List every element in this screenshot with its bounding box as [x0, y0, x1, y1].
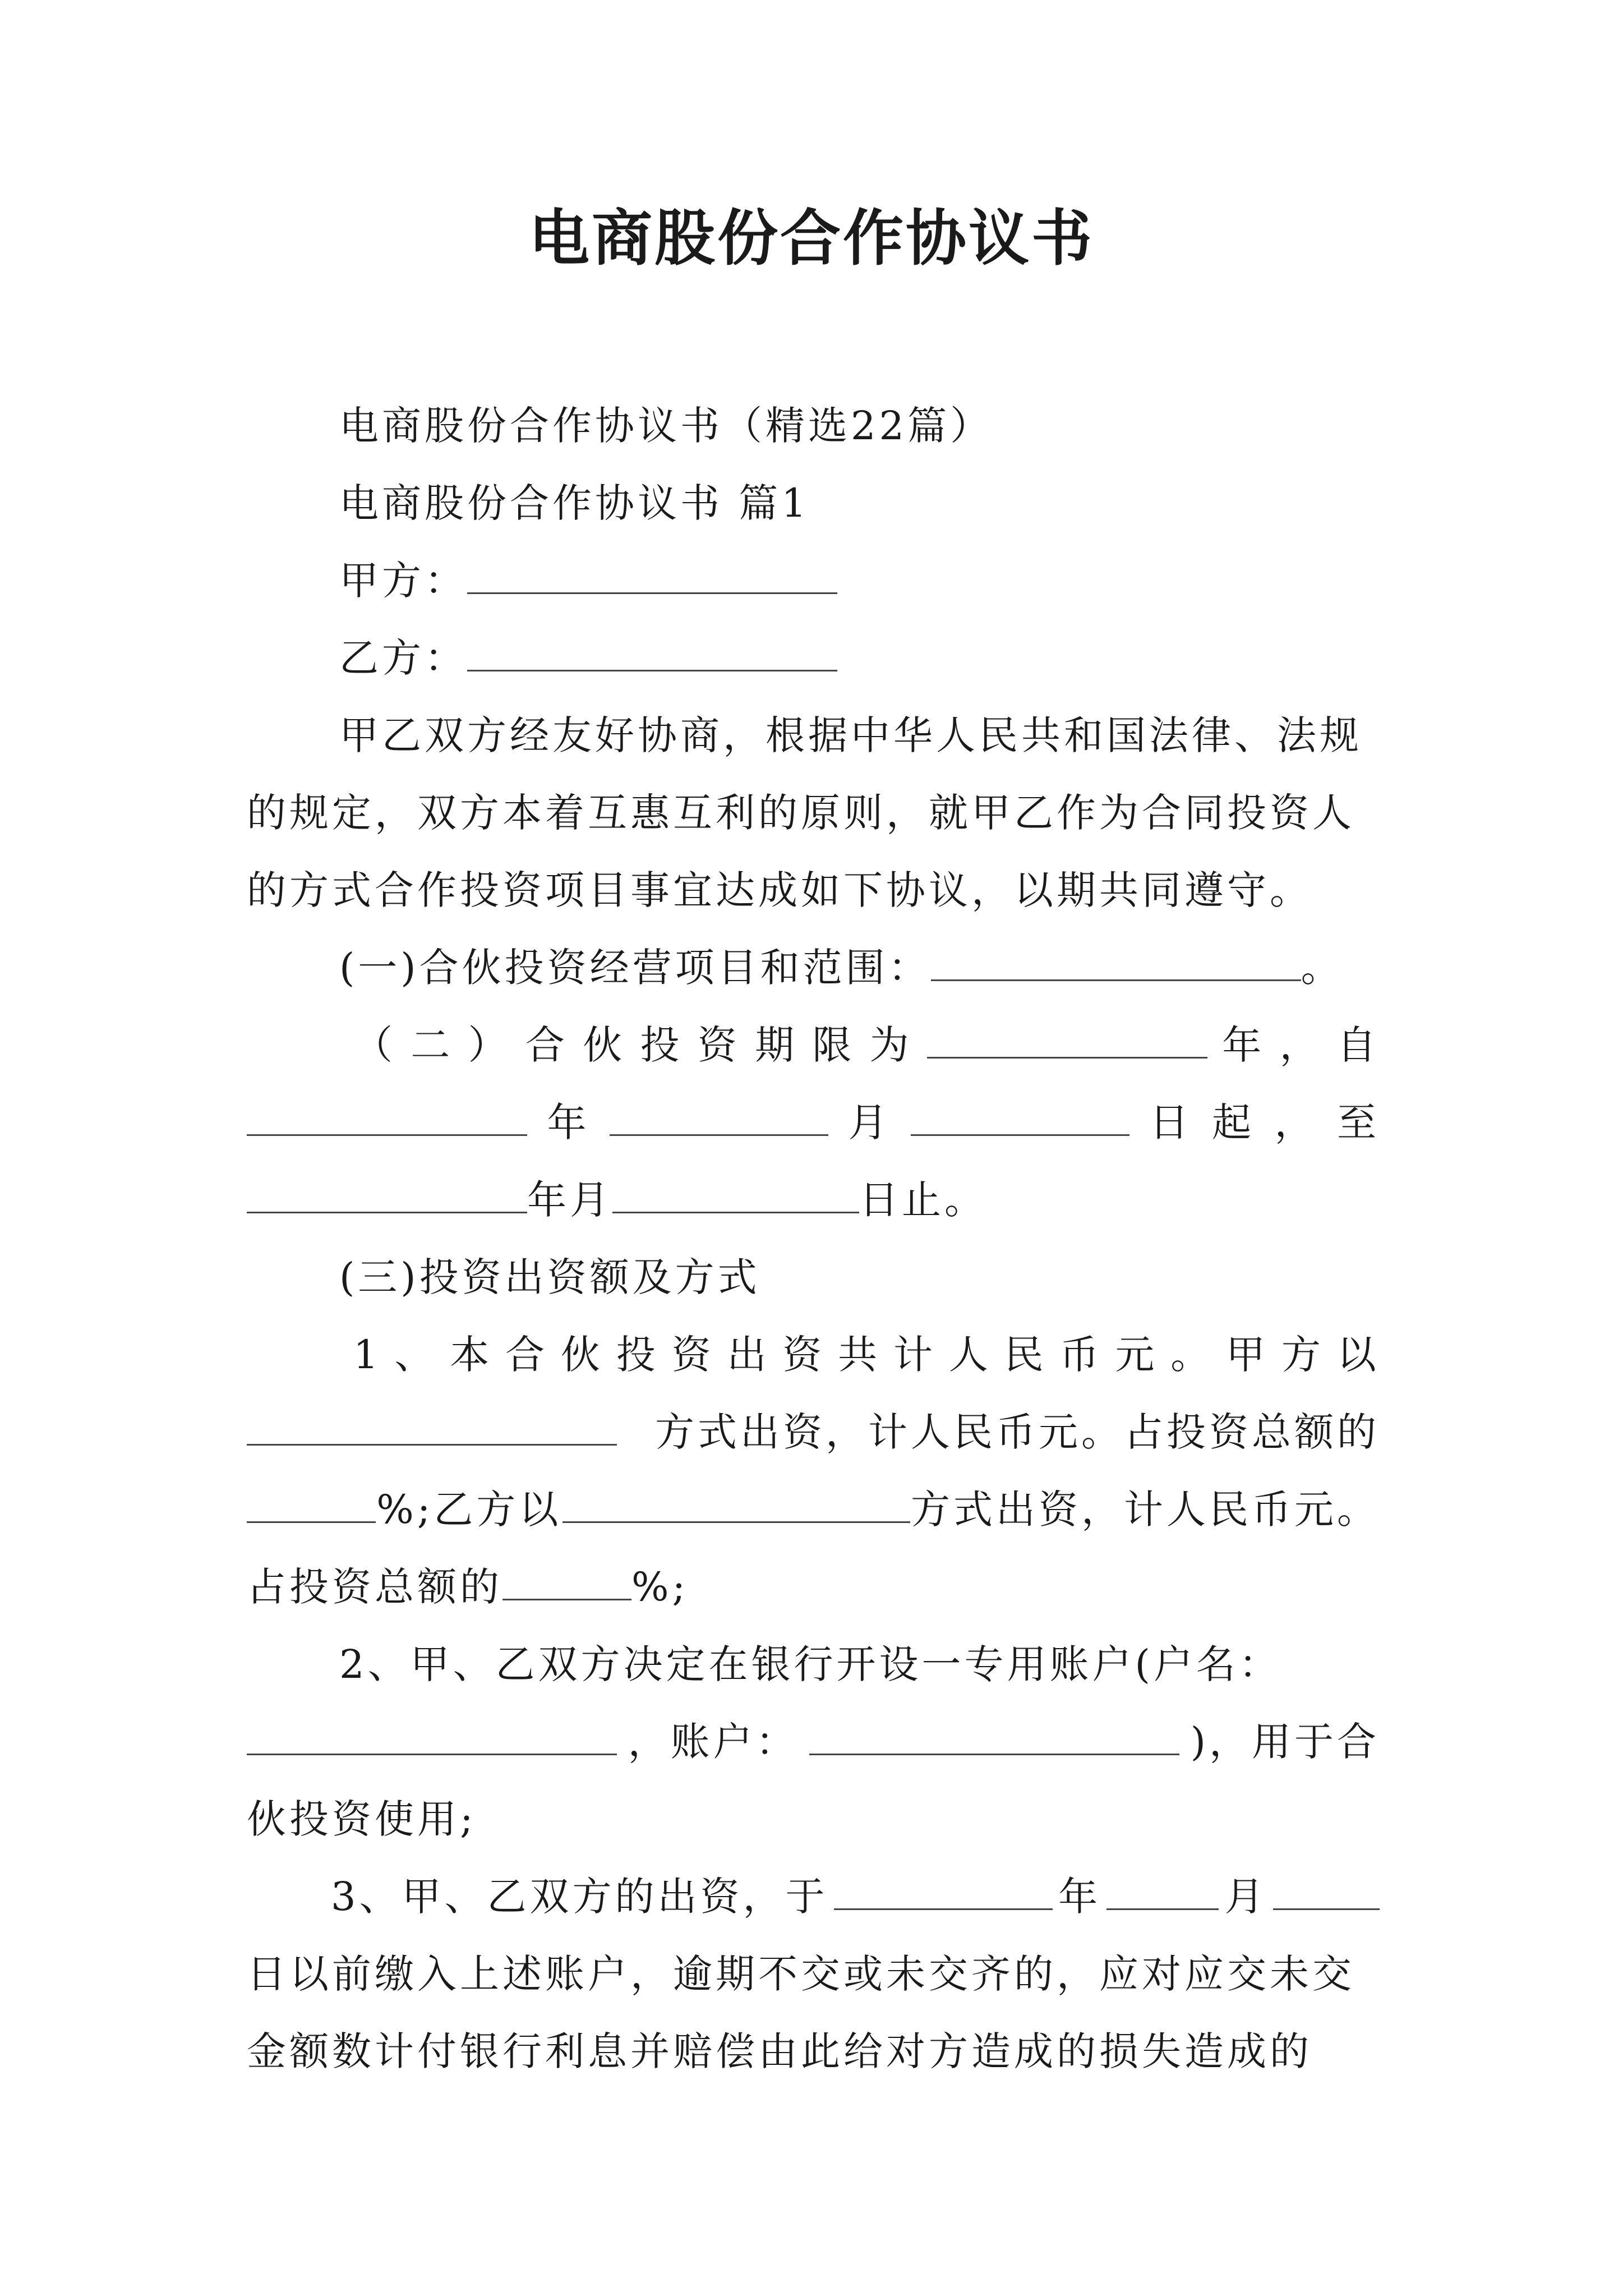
clause-2-char: 伙 [583, 1022, 626, 1068]
clause-2-char: （ [353, 1022, 396, 1068]
end-year-blank [247, 1179, 527, 1213]
text: %;乙方以 [376, 1487, 562, 1533]
clause-2-line [247, 1006, 1380, 1084]
pay-day-blank [1273, 1876, 1380, 1910]
text: 方式出资，计人民币元。 [911, 1487, 1380, 1533]
account-number-blank [809, 1721, 1179, 1755]
day-label: 日 [1149, 1099, 1192, 1145]
clause-2-char: 二 [411, 1022, 454, 1068]
term-years-blank [927, 1024, 1207, 1059]
subtitle-line: 电商股份合作协议书（精选22篇） [339, 403, 993, 449]
text: 年 [1058, 1874, 1101, 1920]
comma: ， [1274, 1099, 1317, 1145]
char: 伙 [560, 1332, 603, 1378]
clause-3-2-line-2 [247, 1703, 1380, 1780]
clause-3-heading: (三)投资出资额及方式 [339, 1254, 760, 1300]
clause-3-1-line-3 [247, 1471, 1380, 1548]
end-label: 日止。 [859, 1177, 987, 1223]
clause-2-char: 为 [869, 1022, 912, 1068]
party-b-method-blank [562, 1489, 910, 1523]
year-month-label: 年月 [527, 1177, 612, 1223]
pay-month-blank [1106, 1876, 1219, 1910]
start-label: 起 [1212, 1099, 1255, 1145]
start-day-blank [911, 1102, 1129, 1136]
char: 人 [948, 1332, 992, 1378]
paragraph-line: 甲乙双方经友好协商，根据中华人民共和国法律、法规 [339, 712, 1362, 758]
party-b-blank [467, 637, 837, 671]
char: 以 [1336, 1332, 1380, 1378]
char: 、 [394, 1332, 437, 1378]
text: 3、甲、乙双方的出资，于 [331, 1874, 828, 1920]
pay-year-blank [834, 1876, 1053, 1910]
document-title: 电商股份合作协议书 [528, 203, 1094, 274]
clause-3-3-line [247, 1858, 1380, 1935]
clause-1-line [247, 929, 1380, 1006]
clause-2-char: 期 [755, 1022, 798, 1068]
clause-3-1-line-4 [247, 1548, 1380, 1626]
char: 方 [1281, 1332, 1324, 1378]
char: 1 [353, 1332, 382, 1378]
char: 。 [1170, 1332, 1214, 1378]
char: 计 [893, 1332, 936, 1378]
end-day-blank [612, 1179, 859, 1213]
char: 共 [838, 1332, 881, 1378]
document-body [247, 387, 1380, 2090]
year-label: 年 [547, 1099, 590, 1145]
char: 合 [505, 1332, 548, 1378]
char: 民 [1004, 1332, 1047, 1378]
char: 投 [616, 1332, 659, 1378]
clause-1-blank [931, 947, 1301, 981]
party-a-percent-blank [247, 1489, 376, 1523]
clause-2-char: 合 [525, 1022, 568, 1068]
party-a-label: 甲方： [339, 558, 467, 604]
text: %; [631, 1564, 689, 1610]
start-year-blank [247, 1102, 527, 1136]
char: 币 [1059, 1332, 1103, 1378]
paragraph-line: 的规定，双方本着互惠互利的原则，就甲乙作为合同投资人 [247, 790, 1355, 836]
char: 本 [450, 1332, 493, 1378]
char: 资 [782, 1332, 826, 1378]
clause-2-from: 自 [1336, 1022, 1380, 1068]
clause-2-comma: ， [1279, 1022, 1322, 1068]
account-name-blank [247, 1721, 617, 1755]
to-label: 至 [1337, 1099, 1380, 1145]
char: 资 [671, 1332, 714, 1378]
party-b-percent-blank [502, 1566, 631, 1600]
clause-2-char: 限 [812, 1022, 855, 1068]
clause-3-1-line [247, 1316, 1380, 1393]
clause-3-1-line-2 [247, 1393, 1380, 1471]
party-b-label: 乙方： [339, 635, 467, 681]
clause-2-year: 年 [1222, 1022, 1265, 1068]
clause-3-2-line: 2、甲、乙双方决定在银行开设一专用账户(户名： [339, 1641, 1281, 1687]
paragraph-line: 金额数计付银行利息并赔偿由此给对方造成的损失造成的 [247, 2028, 1312, 2074]
char: 甲 [1226, 1332, 1269, 1378]
start-month-blank [610, 1102, 828, 1136]
clause-2-char: 投 [640, 1022, 683, 1068]
clause-1-end: 。 [1301, 945, 1344, 991]
text: 方式出资，计人民币元。占投资总额的 [655, 1409, 1380, 1455]
party-a-blank [467, 560, 837, 594]
text: )，用于合 [1190, 1719, 1380, 1765]
clause-2-end-line [247, 1161, 1380, 1239]
clause-2-char: ） [468, 1022, 511, 1068]
section-heading: 电商股份合作协议书 篇1 [339, 480, 810, 526]
paragraph-line: 的方式合作投资项目事宜达成如下协议，以期共同遵守。 [247, 867, 1312, 913]
clause-1-text: (一)合伙投资经营项目和范围： [339, 945, 931, 991]
clause-3-2-line-3: 伙投资使用; [247, 1796, 477, 1842]
clause-2-char: 资 [697, 1022, 740, 1068]
char: 出 [727, 1332, 770, 1378]
party-b-line [247, 619, 1380, 697]
paragraph-line: 日以前缴入上述账户，逾期不交或未交齐的，应对应交未交 [247, 1951, 1355, 1997]
party-a-method-blank [247, 1411, 617, 1446]
party-a-line [247, 542, 1380, 619]
char: 元 [1115, 1332, 1158, 1378]
text: ，账户： [628, 1719, 799, 1765]
clause-2-date-line [247, 1084, 1380, 1161]
month-label: 月 [848, 1099, 891, 1145]
text: 占投资总额的 [247, 1564, 502, 1610]
text: 月 [1224, 1874, 1267, 1920]
